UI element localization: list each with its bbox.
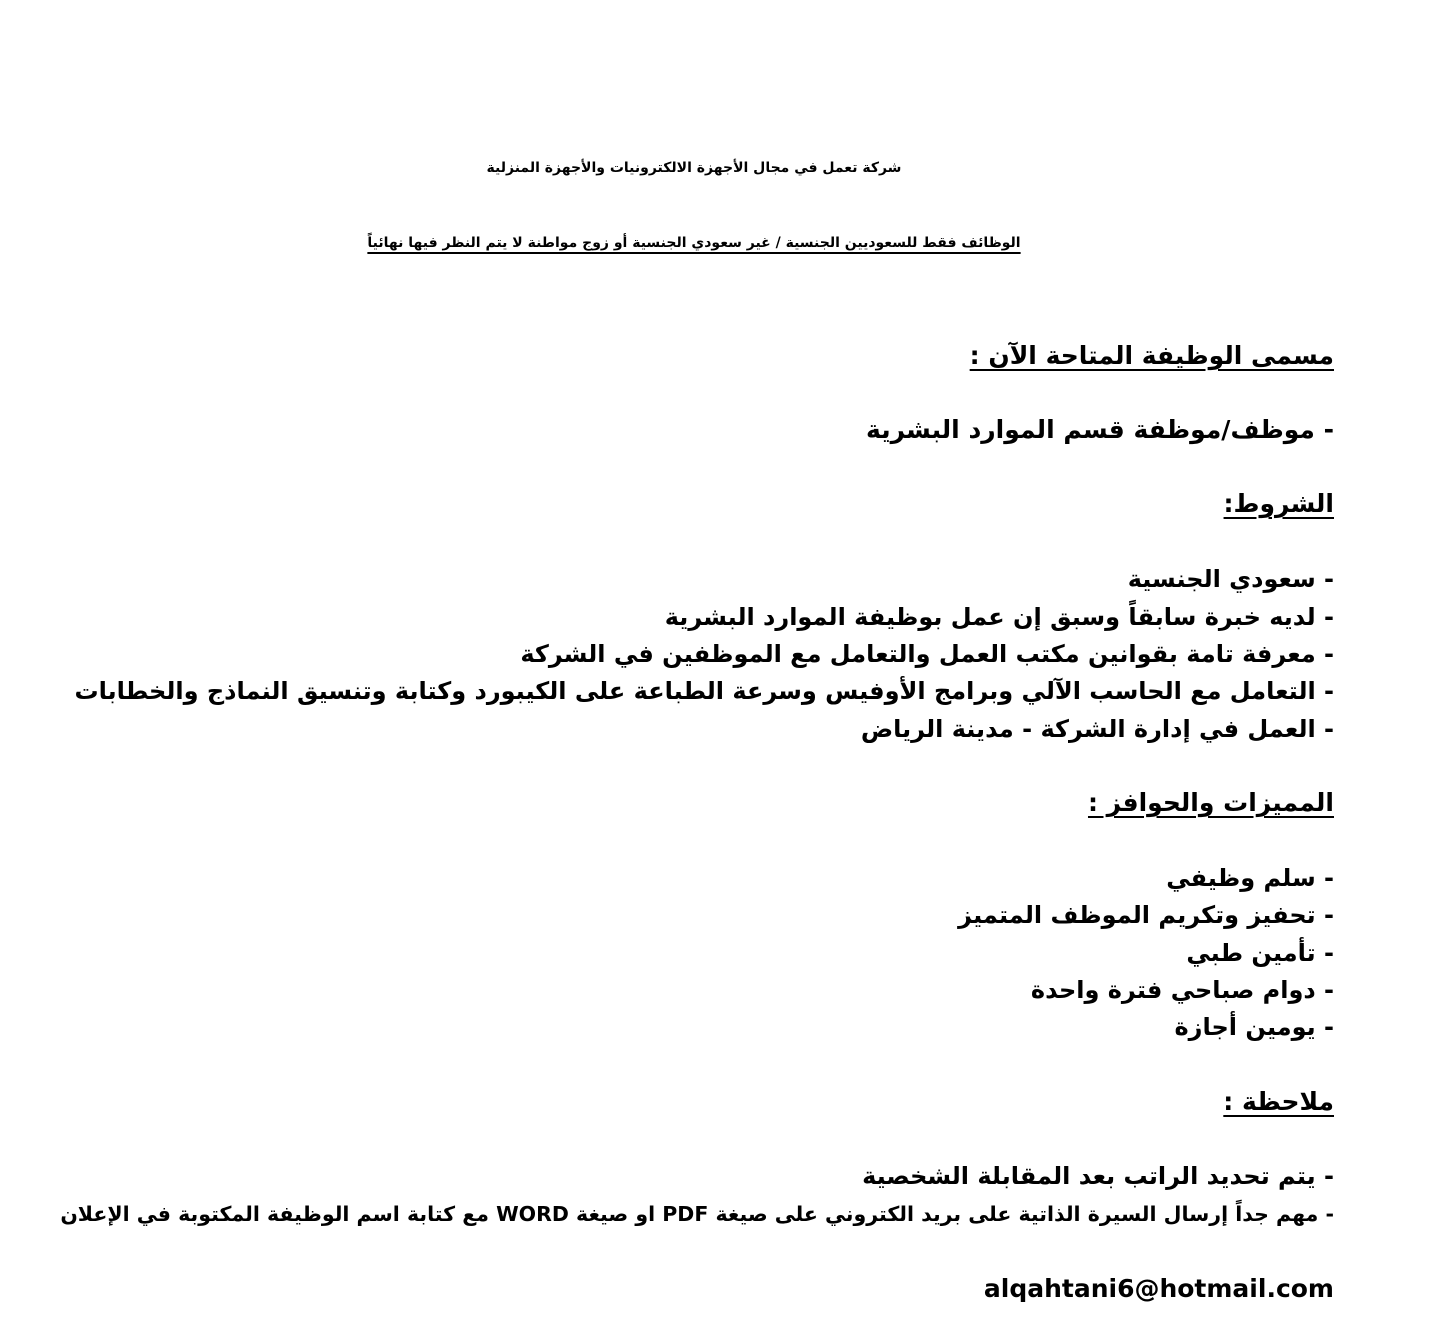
note-item: - مهم جداً إرسال السيرة الذاتية على بريد الكتروني على صيغة PDF او صيغة WORD مع كتابة اسم الوظيفة المكتوبة في الإعلان (60, 1202, 1334, 1226)
notes-heading: ملاحظة : (1223, 1087, 1334, 1116)
requirement-item: - العمل في إدارة الشركة - مدينة الرياض (860, 715, 1334, 743)
requirement-item: - لديه خبرة سابقاً وسبق إن عمل بوظيفة الموارد البشرية (664, 603, 1334, 631)
benefit-item: - تحفيز وتكريم الموظف المتميز (958, 901, 1334, 929)
requirement-item: - التعامل مع الحاسب الآلي وبرامج الأوفيس وسرعة الطباعة على الكيبورد وكتابة وتنسيق النماذج والخطابات (74, 677, 1334, 705)
requirement-item: - معرفة تامة بقوانين مكتب العمل والتعامل مع الموظفين في الشركة (520, 640, 1334, 668)
benefit-item: - يومين أجازة (1174, 1013, 1334, 1041)
requirements-heading: الشروط: (1223, 489, 1334, 518)
note-item: - يتم تحديد الراتب بعد المقابلة الشخصية (862, 1162, 1334, 1190)
benefit-item: - تأمين طبي (1186, 939, 1334, 967)
position-heading: مسمى الوظيفة المتاحة الآن : (969, 341, 1334, 370)
position-title: - موظف/موظفة قسم الموارد البشرية (866, 415, 1334, 444)
contact-email: alqahtani6@hotmail.com (983, 1274, 1334, 1303)
benefits-heading: المميزات والحوافز : (1087, 788, 1334, 817)
benefit-item: - دوام صباحي فترة واحدة (1030, 976, 1334, 1004)
eligibility-notice: الوظائف فقط للسعوديين الجنسية / غير سعودي الجنسية أو زوج مواطنة لا يتم النظر فيها نهائياً (367, 235, 1021, 251)
benefit-item: - سلم وظيفي (1166, 864, 1334, 892)
company-description: شركة تعمل في مجال الأجهزة الالكترونيات والأجهزة المنزلية (486, 160, 902, 176)
requirement-item: - سعودي الجنسية (1127, 565, 1334, 593)
